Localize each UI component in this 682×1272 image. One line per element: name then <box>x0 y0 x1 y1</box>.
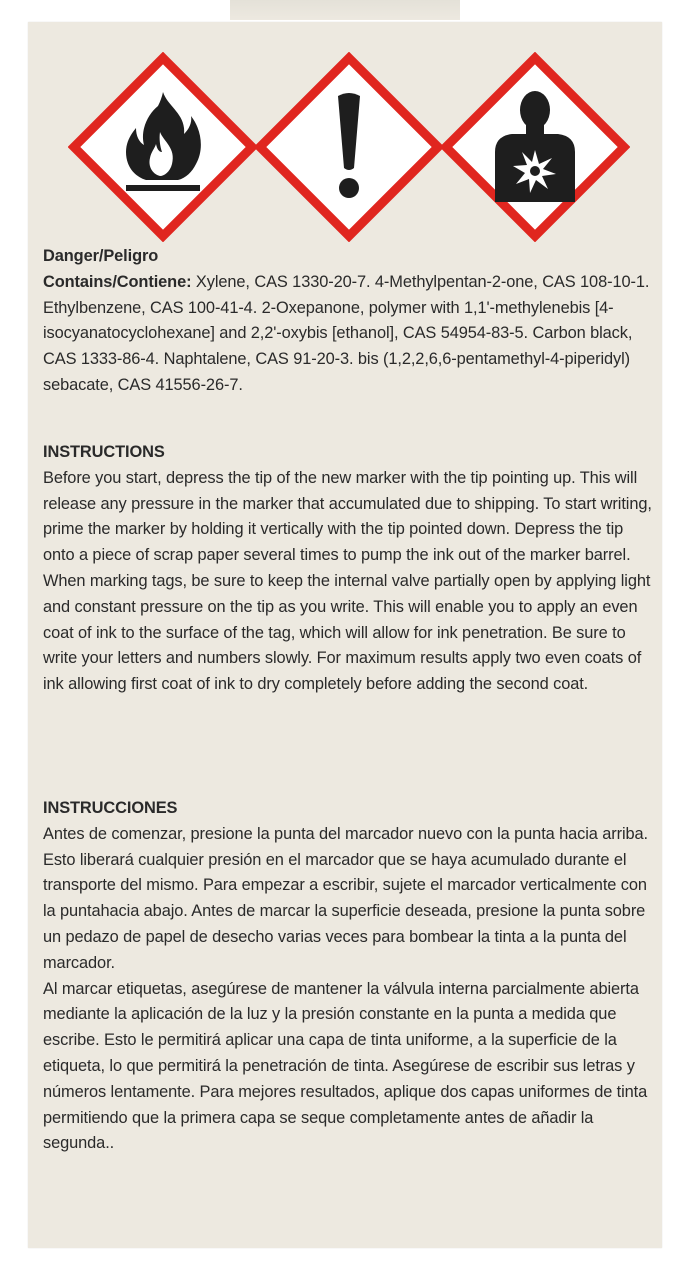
irritant-pictogram <box>254 52 444 242</box>
health-hazard-icon <box>440 52 630 242</box>
instructions-section <box>43 440 652 698</box>
flammable-pictogram <box>68 52 258 242</box>
background-shadow <box>230 0 460 20</box>
health-hazard-pictogram <box>440 52 630 242</box>
instrucciones-paragraph-2: Al marcar etiquetas, asegúrese de mantener la válvula interna parcialmente abierta mediante la aplicación de la luz y la presión constante en la punta a medida que escribe. Esto le permitirá aplicar una capa de tinta uniforme, a la superficie de la etiqueta, lo que permitirá la penetración de tinta. Asegúrese de escribir sus letras y números lentamente. Para mejores resultados, aplique dos capas uniformes de tinta permitiendo que la primera capa se seque completamente antes de añadir la segunda.. <box>43 979 648 1153</box>
instrucciones-paragraph-1: Antes de comenzar, presione la punta del marcador nuevo con la punta hacia arriba. Esto liberará cualquier presión en el marcador que se haya acumulado durante el transporte del mismo. Para empezar a escribir, sujete el marcador verticalmente con la puntahacia abajo. Antes de marcar la superficie deseada, presione la punta sobre un pedazo de papel de desecho varias veces para bombear la tinta a la punta del marcador. <box>43 824 649 972</box>
contains-paragraph <box>43 270 652 399</box>
instrucciones-heading: INSTRUCCIONES <box>43 799 178 817</box>
contains-label: Contains/Contiene: <box>43 272 192 291</box>
signal-word: Danger/Peligro <box>43 247 159 265</box>
instrucciones-section <box>43 796 652 1157</box>
hazard-section <box>43 244 652 399</box>
instructions-paragraph-1: Before you start, depress the tip of the new marker with the tip pointing up. This will release any pressure in the marker that accumulated due to shipping. To start writing, prime the marker by holding it vertically with the tip pointed down. Depress the tip onto a piece of scrap paper several times to pump the ink out of the marker barrel. <box>43 468 652 565</box>
instructions-heading: INSTRUCTIONS <box>43 443 165 461</box>
product-label <box>28 22 662 1248</box>
contains-text: Xylene, CAS 1330-20-7. 4-Methylpentan-2-one, CAS 108-10-1. Ethylbenzene, CAS 100-41-4. 2-Oxepanone, polymer with 1,1'-methylenebis [4-isocyanatocyclohexane] and 2,2'-oxybis [ethanol], CAS 54954-83-5. Carbon black, CAS 1333-86-4. Naphtalene, CAS 91-20-3. bis (1,2,2,6,6-pentamethyl-4-piperidyl) sebacate, CAS 41556-26-7. <box>43 272 650 394</box>
ghs-pictograms <box>68 52 628 242</box>
exclamation-icon <box>254 52 444 242</box>
instructions-paragraph-2: When marking tags, be sure to keep the internal valve partially open by applying light and constant pressure on the tip as you write. This will enable you to apply an even coat of ink to the surface of the tag, which will allow for ink penetration. Be sure to write your letters and numbers slowly. For maximum results apply two even coats of ink allowing first coat of ink to dry completely before adding the second coat. <box>43 571 651 694</box>
flame-icon <box>68 52 258 242</box>
